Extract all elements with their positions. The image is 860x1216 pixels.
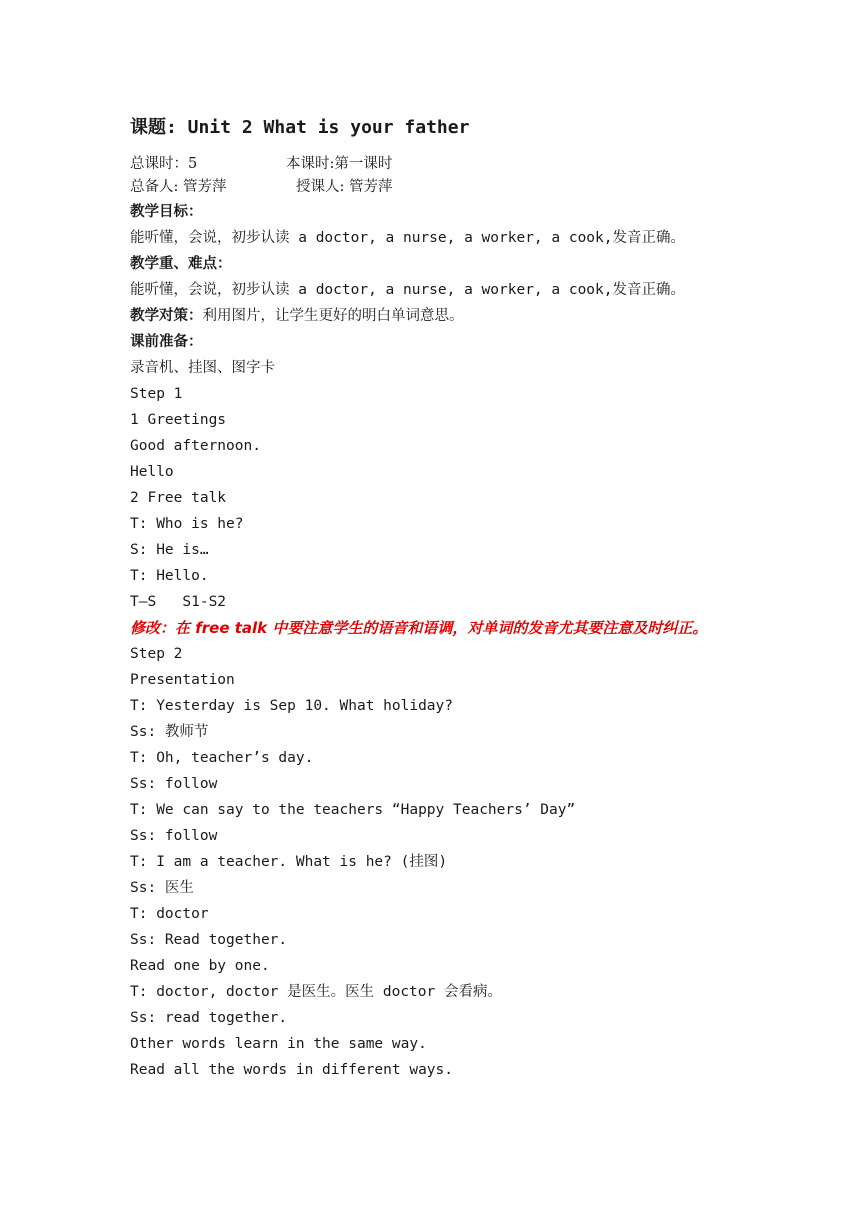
step1-line: T: Who is he? [130,516,244,532]
teacher: 授课人: 管芳萍 [296,179,393,195]
objectives-text: 能听懂，会说，初步认读 a doctor, a nurse, a worker, a cook,发音正确。 [130,230,685,246]
step2-line: Read one by one. [130,958,270,974]
step2-line: T: I am a teacher. What is he? (挂图) [130,854,448,870]
strategy-row [130,303,730,329]
key-points-heading: 教学重、难点： [130,256,232,272]
step2-line: T: doctor [130,906,209,922]
step2-line: T: Oh, teacher’s day. [130,750,314,766]
step2-line: Ss: 医生 [130,880,194,896]
step1-line: 2 Free talk [130,490,227,506]
step2-line: Step 2 [130,646,183,662]
strategy-text: 利用图片，让学生更好的明白单词意思。 [202,308,464,324]
step1-section [130,381,730,615]
revision-note: 修改：在 free talk 中要注意学生的语音和语调，对单词的发音尤其要注意及时纠正。 [130,619,708,637]
step1-line: 1 Greetings [130,412,227,428]
total-hours: 总课时：5 [130,156,198,172]
step2-line: Presentation [130,672,235,688]
step1-line: S: He is… [130,542,209,558]
step2-line: Other words learn in the same way. [130,1036,427,1052]
step2-line: T: doctor, doctor 是医生。医生 doctor 会看病。 [130,984,502,1000]
key-points-text: 能听懂，会说，初步认读 a doctor, a nurse, a worker, a cook,发音正确。 [130,282,685,298]
step1-line: Hello [130,464,174,480]
preparation-text: 录音机、挂图、图字卡 [130,360,275,376]
step2-line: T: Yesterday is Sep 10. What holiday? [130,698,454,714]
meta-row-people [130,176,730,199]
lesson-title: 课题: Unit 2 What is your father [130,117,470,138]
step2-line: Ss: read together. [130,1010,288,1026]
preparation-heading: 课前准备： [130,334,203,350]
step1-line: Step 1 [130,386,183,402]
strategy-label: 教学对策： [130,308,203,324]
step1-line: T: Hello. [130,568,209,584]
preparer: 总备人: 管芳萍 [130,179,227,195]
step1-line: T—S S1-S2 [130,594,227,610]
step2-line: Ss: Read together. [130,932,288,948]
lesson-plan-document [130,113,730,1083]
step2-line: Read all the words in different ways. [130,1062,454,1078]
objectives-heading: 教学目标： [130,204,203,220]
step2-line: Ss: 教师节 [130,724,209,740]
step2-line: T: We can say to the teachers “Happy Teachers’ Day” [130,802,576,818]
step2-line: Ss: follow [130,828,218,844]
step1-line: Good afternoon. [130,438,261,454]
step2-line: Ss: follow [130,776,218,792]
meta-row-hours [130,153,730,176]
step2-section [130,641,730,1083]
this-hour: 本课时:第一课时 [286,156,393,172]
